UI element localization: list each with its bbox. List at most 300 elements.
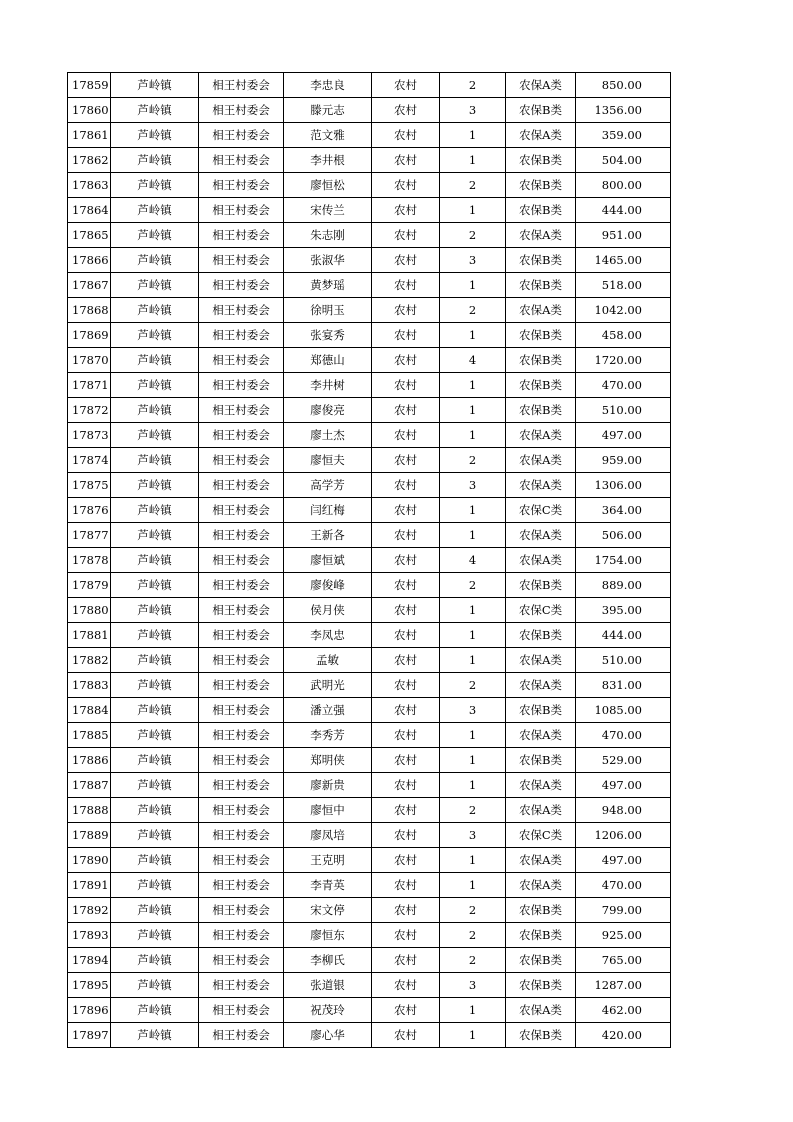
person-name-cell: 廖俊亮: [284, 398, 372, 423]
person-name-cell: 高学芳: [284, 473, 372, 498]
insurance-category-cell: 农保A类: [506, 673, 576, 698]
area-type-cell: 农村: [372, 223, 440, 248]
insurance-category-cell: 农保A类: [506, 73, 576, 98]
table-row: [68, 748, 671, 773]
insurance-category-cell: 农保A类: [506, 423, 576, 448]
town-cell: 芦岭镇: [111, 323, 199, 348]
area-type-cell: 农村: [372, 298, 440, 323]
record-id-cell: 17872: [68, 398, 111, 423]
person-name-cell: 李凤忠: [284, 623, 372, 648]
insurance-category-cell: 农保B类: [506, 148, 576, 173]
record-id-cell: 17892: [68, 898, 111, 923]
person-name-cell: 黄梦瑶: [284, 273, 372, 298]
person-name-cell: 廖新贵: [284, 773, 372, 798]
household-count-cell: 1: [440, 423, 506, 448]
household-count-cell: 1: [440, 773, 506, 798]
town-cell: 芦岭镇: [111, 473, 199, 498]
insurance-category-cell: 农保B类: [506, 748, 576, 773]
town-cell: 芦岭镇: [111, 273, 199, 298]
table-row: [68, 348, 671, 373]
insurance-category-cell: 农保B类: [506, 898, 576, 923]
town-cell: 芦岭镇: [111, 873, 199, 898]
amount-cell: 1356.00: [576, 98, 671, 123]
area-type-cell: 农村: [372, 123, 440, 148]
record-id-cell: 17873: [68, 423, 111, 448]
person-name-cell: 范文雅: [284, 123, 372, 148]
town-cell: 芦岭镇: [111, 223, 199, 248]
person-name-cell: 滕元志: [284, 98, 372, 123]
town-cell: 芦岭镇: [111, 848, 199, 873]
area-type-cell: 农村: [372, 473, 440, 498]
insurance-category-cell: 农保C类: [506, 498, 576, 523]
household-count-cell: 1: [440, 273, 506, 298]
area-type-cell: 农村: [372, 598, 440, 623]
amount-cell: 420.00: [576, 1023, 671, 1048]
area-type-cell: 农村: [372, 948, 440, 973]
town-cell: 芦岭镇: [111, 423, 199, 448]
household-count-cell: 2: [440, 673, 506, 698]
insurance-category-cell: 农保B类: [506, 623, 576, 648]
area-type-cell: 农村: [372, 423, 440, 448]
amount-cell: 497.00: [576, 848, 671, 873]
amount-cell: 850.00: [576, 73, 671, 98]
record-id-cell: 17861: [68, 123, 111, 148]
village-committee-cell: 相王村委会: [199, 573, 284, 598]
person-name-cell: 张宴秀: [284, 323, 372, 348]
insurance-category-cell: 农保A类: [506, 648, 576, 673]
village-committee-cell: 相王村委会: [199, 873, 284, 898]
household-count-cell: 2: [440, 573, 506, 598]
area-type-cell: 农村: [372, 848, 440, 873]
record-id-cell: 17877: [68, 523, 111, 548]
record-id-cell: 17876: [68, 498, 111, 523]
table-row: [68, 148, 671, 173]
table-row: [68, 123, 671, 148]
amount-cell: 510.00: [576, 648, 671, 673]
area-type-cell: 农村: [372, 398, 440, 423]
table-row: [68, 298, 671, 323]
household-count-cell: 2: [440, 948, 506, 973]
amount-cell: 925.00: [576, 923, 671, 948]
person-name-cell: 孟敏: [284, 648, 372, 673]
table-row: [68, 423, 671, 448]
household-count-cell: 1: [440, 498, 506, 523]
person-name-cell: 郑明侠: [284, 748, 372, 773]
town-cell: 芦岭镇: [111, 598, 199, 623]
area-type-cell: 农村: [372, 498, 440, 523]
person-name-cell: 宋传兰: [284, 198, 372, 223]
town-cell: 芦岭镇: [111, 773, 199, 798]
household-count-cell: 1: [440, 623, 506, 648]
table-row: [68, 523, 671, 548]
record-id-cell: 17867: [68, 273, 111, 298]
amount-cell: 1754.00: [576, 548, 671, 573]
town-cell: 芦岭镇: [111, 723, 199, 748]
area-type-cell: 农村: [372, 548, 440, 573]
area-type-cell: 农村: [372, 198, 440, 223]
town-cell: 芦岭镇: [111, 648, 199, 673]
town-cell: 芦岭镇: [111, 173, 199, 198]
town-cell: 芦岭镇: [111, 623, 199, 648]
village-committee-cell: 相王村委会: [199, 198, 284, 223]
town-cell: 芦岭镇: [111, 798, 199, 823]
area-type-cell: 农村: [372, 623, 440, 648]
village-committee-cell: 相王村委会: [199, 898, 284, 923]
household-count-cell: 2: [440, 73, 506, 98]
insurance-category-cell: 农保B类: [506, 373, 576, 398]
person-name-cell: 李青英: [284, 873, 372, 898]
amount-cell: 529.00: [576, 748, 671, 773]
record-id-cell: 17896: [68, 998, 111, 1023]
town-cell: 芦岭镇: [111, 823, 199, 848]
record-id-cell: 17885: [68, 723, 111, 748]
person-name-cell: 廖恒东: [284, 923, 372, 948]
town-cell: 芦岭镇: [111, 73, 199, 98]
household-count-cell: 3: [440, 698, 506, 723]
amount-cell: 1042.00: [576, 298, 671, 323]
area-type-cell: 农村: [372, 723, 440, 748]
amount-cell: 510.00: [576, 398, 671, 423]
area-type-cell: 农村: [372, 798, 440, 823]
person-name-cell: 王克明: [284, 848, 372, 873]
record-id-cell: 17882: [68, 648, 111, 673]
amount-cell: 470.00: [576, 873, 671, 898]
record-id-cell: 17859: [68, 73, 111, 98]
table-row: [68, 98, 671, 123]
record-id-cell: 17889: [68, 823, 111, 848]
amount-cell: 800.00: [576, 173, 671, 198]
table-row: [68, 673, 671, 698]
amount-cell: 1306.00: [576, 473, 671, 498]
insurance-category-cell: 农保B类: [506, 698, 576, 723]
insurance-category-cell: 农保A类: [506, 998, 576, 1023]
village-committee-cell: 相王村委会: [199, 598, 284, 623]
area-type-cell: 农村: [372, 73, 440, 98]
household-count-cell: 3: [440, 973, 506, 998]
insurance-category-cell: 农保B类: [506, 348, 576, 373]
record-id-cell: 17883: [68, 673, 111, 698]
person-name-cell: 李柳氏: [284, 948, 372, 973]
amount-cell: 799.00: [576, 898, 671, 923]
insurance-category-cell: 农保B类: [506, 248, 576, 273]
table-row: [68, 623, 671, 648]
amount-cell: 889.00: [576, 573, 671, 598]
amount-cell: 504.00: [576, 148, 671, 173]
beneficiary-table: [67, 72, 671, 1048]
record-id-cell: 17891: [68, 873, 111, 898]
village-committee-cell: 相王村委会: [199, 673, 284, 698]
area-type-cell: 农村: [372, 98, 440, 123]
person-name-cell: 武明光: [284, 673, 372, 698]
person-name-cell: 廖恒中: [284, 798, 372, 823]
area-type-cell: 农村: [372, 998, 440, 1023]
table-row: [68, 598, 671, 623]
area-type-cell: 农村: [372, 673, 440, 698]
area-type-cell: 农村: [372, 523, 440, 548]
table-row: [68, 698, 671, 723]
area-type-cell: 农村: [372, 648, 440, 673]
village-committee-cell: 相王村委会: [199, 623, 284, 648]
amount-cell: 1287.00: [576, 973, 671, 998]
household-count-cell: 1: [440, 148, 506, 173]
insurance-category-cell: 农保A类: [506, 723, 576, 748]
amount-cell: 1206.00: [576, 823, 671, 848]
village-committee-cell: 相王村委会: [199, 73, 284, 98]
record-id-cell: 17881: [68, 623, 111, 648]
record-id-cell: 17874: [68, 448, 111, 473]
insurance-category-cell: 农保B类: [506, 98, 576, 123]
record-id-cell: 17865: [68, 223, 111, 248]
insurance-category-cell: 农保B类: [506, 573, 576, 598]
person-name-cell: 廖土杰: [284, 423, 372, 448]
household-count-cell: 1: [440, 648, 506, 673]
amount-cell: 518.00: [576, 273, 671, 298]
area-type-cell: 农村: [372, 348, 440, 373]
household-count-cell: 1: [440, 998, 506, 1023]
insurance-category-cell: 农保A类: [506, 123, 576, 148]
insurance-category-cell: 农保B类: [506, 173, 576, 198]
person-name-cell: 闫红梅: [284, 498, 372, 523]
village-committee-cell: 相王村委会: [199, 298, 284, 323]
record-id-cell: 17868: [68, 298, 111, 323]
amount-cell: 458.00: [576, 323, 671, 348]
village-committee-cell: 相王村委会: [199, 698, 284, 723]
household-count-cell: 3: [440, 823, 506, 848]
table-row: [68, 998, 671, 1023]
village-committee-cell: 相王村委会: [199, 548, 284, 573]
town-cell: 芦岭镇: [111, 1023, 199, 1048]
household-count-cell: 2: [440, 223, 506, 248]
table-row: [68, 898, 671, 923]
household-count-cell: 1: [440, 873, 506, 898]
town-cell: 芦岭镇: [111, 98, 199, 123]
person-name-cell: 廖凤培: [284, 823, 372, 848]
person-name-cell: 徐明玉: [284, 298, 372, 323]
village-committee-cell: 相王村委会: [199, 123, 284, 148]
area-type-cell: 农村: [372, 1023, 440, 1048]
record-id-cell: 17887: [68, 773, 111, 798]
household-count-cell: 1: [440, 748, 506, 773]
village-committee-cell: 相王村委会: [199, 173, 284, 198]
town-cell: 芦岭镇: [111, 923, 199, 948]
person-name-cell: 宋文停: [284, 898, 372, 923]
village-committee-cell: 相王村委会: [199, 323, 284, 348]
amount-cell: 444.00: [576, 623, 671, 648]
person-name-cell: 廖恒斌: [284, 548, 372, 573]
record-id-cell: 17890: [68, 848, 111, 873]
household-count-cell: 1: [440, 373, 506, 398]
table-row: [68, 848, 671, 873]
person-name-cell: 李秀芳: [284, 723, 372, 748]
amount-cell: 497.00: [576, 423, 671, 448]
town-cell: 芦岭镇: [111, 998, 199, 1023]
area-type-cell: 农村: [372, 923, 440, 948]
amount-cell: 497.00: [576, 773, 671, 798]
amount-cell: 470.00: [576, 373, 671, 398]
insurance-category-cell: 农保B类: [506, 973, 576, 998]
insurance-category-cell: 农保B类: [506, 398, 576, 423]
household-count-cell: 3: [440, 98, 506, 123]
person-name-cell: 李井根: [284, 148, 372, 173]
person-name-cell: 朱志刚: [284, 223, 372, 248]
town-cell: 芦岭镇: [111, 698, 199, 723]
table-row: [68, 198, 671, 223]
insurance-category-cell: 农保A类: [506, 798, 576, 823]
table-row: [68, 323, 671, 348]
area-type-cell: 农村: [372, 323, 440, 348]
record-id-cell: 17895: [68, 973, 111, 998]
village-committee-cell: 相王村委会: [199, 348, 284, 373]
village-committee-cell: 相王村委会: [199, 148, 284, 173]
household-count-cell: 2: [440, 448, 506, 473]
amount-cell: 1720.00: [576, 348, 671, 373]
village-committee-cell: 相王村委会: [199, 448, 284, 473]
table-row: [68, 573, 671, 598]
amount-cell: 359.00: [576, 123, 671, 148]
town-cell: 芦岭镇: [111, 298, 199, 323]
table-row: [68, 448, 671, 473]
table-row: [68, 798, 671, 823]
insurance-category-cell: 农保A类: [506, 298, 576, 323]
household-count-cell: 2: [440, 173, 506, 198]
table-row: [68, 723, 671, 748]
village-committee-cell: 相王村委会: [199, 523, 284, 548]
town-cell: 芦岭镇: [111, 123, 199, 148]
household-count-cell: 1: [440, 398, 506, 423]
record-id-cell: 17863: [68, 173, 111, 198]
amount-cell: 948.00: [576, 798, 671, 823]
amount-cell: 444.00: [576, 198, 671, 223]
town-cell: 芦岭镇: [111, 348, 199, 373]
town-cell: 芦岭镇: [111, 198, 199, 223]
area-type-cell: 农村: [372, 873, 440, 898]
table-row: [68, 948, 671, 973]
insurance-category-cell: 农保B类: [506, 273, 576, 298]
amount-cell: 765.00: [576, 948, 671, 973]
record-id-cell: 17871: [68, 373, 111, 398]
insurance-category-cell: 农保A类: [506, 548, 576, 573]
insurance-category-cell: 农保B类: [506, 198, 576, 223]
record-id-cell: 17894: [68, 948, 111, 973]
household-count-cell: 2: [440, 898, 506, 923]
area-type-cell: 农村: [372, 573, 440, 598]
record-id-cell: 17880: [68, 598, 111, 623]
person-name-cell: 廖俊峰: [284, 573, 372, 598]
area-type-cell: 农村: [372, 173, 440, 198]
insurance-category-cell: 农保A类: [506, 773, 576, 798]
household-count-cell: 3: [440, 248, 506, 273]
person-name-cell: 张淑华: [284, 248, 372, 273]
area-type-cell: 农村: [372, 448, 440, 473]
household-count-cell: 3: [440, 473, 506, 498]
village-committee-cell: 相王村委会: [199, 498, 284, 523]
village-committee-cell: 相王村委会: [199, 373, 284, 398]
village-committee-cell: 相王村委会: [199, 948, 284, 973]
table-row: [68, 173, 671, 198]
village-committee-cell: 相王村委会: [199, 773, 284, 798]
insurance-category-cell: 农保B类: [506, 948, 576, 973]
person-name-cell: 张道银: [284, 973, 372, 998]
village-committee-cell: 相王村委会: [199, 823, 284, 848]
person-name-cell: 李井树: [284, 373, 372, 398]
village-committee-cell: 相王村委会: [199, 998, 284, 1023]
record-id-cell: 17875: [68, 473, 111, 498]
town-cell: 芦岭镇: [111, 498, 199, 523]
household-count-cell: 1: [440, 523, 506, 548]
insurance-category-cell: 农保A类: [506, 448, 576, 473]
table-row: [68, 73, 671, 98]
table-body: [68, 73, 671, 1048]
village-committee-cell: 相王村委会: [199, 473, 284, 498]
area-type-cell: 农村: [372, 773, 440, 798]
village-committee-cell: 相王村委会: [199, 723, 284, 748]
person-name-cell: 廖心华: [284, 1023, 372, 1048]
insurance-category-cell: 农保B类: [506, 323, 576, 348]
town-cell: 芦岭镇: [111, 973, 199, 998]
household-count-cell: 2: [440, 298, 506, 323]
village-committee-cell: 相王村委会: [199, 248, 284, 273]
amount-cell: 462.00: [576, 998, 671, 1023]
record-id-cell: 17884: [68, 698, 111, 723]
table-row: [68, 398, 671, 423]
town-cell: 芦岭镇: [111, 248, 199, 273]
household-count-cell: 1: [440, 848, 506, 873]
area-type-cell: 农村: [372, 973, 440, 998]
record-id-cell: 17869: [68, 323, 111, 348]
table-row: [68, 648, 671, 673]
town-cell: 芦岭镇: [111, 573, 199, 598]
town-cell: 芦岭镇: [111, 448, 199, 473]
person-name-cell: 廖恒松: [284, 173, 372, 198]
amount-cell: 364.00: [576, 498, 671, 523]
person-name-cell: 潘立强: [284, 698, 372, 723]
amount-cell: 951.00: [576, 223, 671, 248]
table-row: [68, 923, 671, 948]
area-type-cell: 农村: [372, 248, 440, 273]
amount-cell: 395.00: [576, 598, 671, 623]
table-row: [68, 498, 671, 523]
person-name-cell: 王新各: [284, 523, 372, 548]
area-type-cell: 农村: [372, 748, 440, 773]
household-count-cell: 1: [440, 198, 506, 223]
insurance-category-cell: 农保A类: [506, 473, 576, 498]
amount-cell: 831.00: [576, 673, 671, 698]
table-row: [68, 373, 671, 398]
town-cell: 芦岭镇: [111, 398, 199, 423]
record-id-cell: 17878: [68, 548, 111, 573]
table-row: [68, 773, 671, 798]
household-count-cell: 4: [440, 548, 506, 573]
insurance-category-cell: 农保C类: [506, 823, 576, 848]
record-id-cell: 17860: [68, 98, 111, 123]
area-type-cell: 农村: [372, 373, 440, 398]
household-count-cell: 4: [440, 348, 506, 373]
insurance-category-cell: 农保A类: [506, 523, 576, 548]
household-count-cell: 1: [440, 323, 506, 348]
amount-cell: 1085.00: [576, 698, 671, 723]
household-count-cell: 1: [440, 1023, 506, 1048]
village-committee-cell: 相王村委会: [199, 1023, 284, 1048]
household-count-cell: 1: [440, 723, 506, 748]
town-cell: 芦岭镇: [111, 148, 199, 173]
insurance-category-cell: 农保A类: [506, 223, 576, 248]
area-type-cell: 农村: [372, 698, 440, 723]
household-count-cell: 2: [440, 923, 506, 948]
amount-cell: 1465.00: [576, 248, 671, 273]
insurance-category-cell: 农保A类: [506, 848, 576, 873]
town-cell: 芦岭镇: [111, 898, 199, 923]
village-committee-cell: 相王村委会: [199, 423, 284, 448]
